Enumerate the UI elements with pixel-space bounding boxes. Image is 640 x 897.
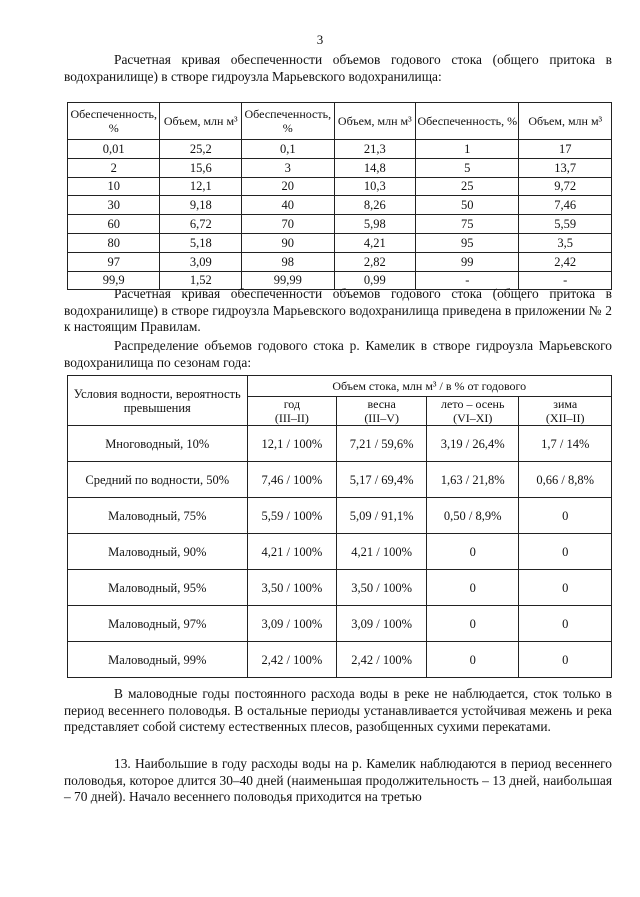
season-months: (III–V): [364, 411, 399, 425]
table-cell: 3,09 / 100%: [247, 606, 337, 642]
table-cell: 8,26: [334, 196, 416, 215]
table-cell: 3,50 / 100%: [337, 570, 427, 606]
distribution-paragraph: Распределение объемов годового стока р. Камелик в створе гидроузла Марьевского водохранилища по сезонам года:: [64, 338, 612, 370]
season-name: зима: [553, 397, 578, 411]
season-months: (III–II): [274, 411, 309, 425]
table-cell: 90: [242, 233, 334, 252]
column-header: Объем, млн м³: [519, 103, 612, 140]
table-cell: 0: [427, 570, 519, 606]
table-cell: 3,5: [519, 233, 612, 252]
table-cell: 7,46: [519, 196, 612, 215]
table-cell: 1,7 / 14%: [519, 426, 612, 462]
table-cell: 0: [519, 498, 612, 534]
table-row: [68, 177, 612, 196]
table-row: [68, 158, 612, 177]
table-cell: 0,1: [242, 140, 334, 159]
table-cell: -: [416, 271, 519, 290]
table-cell: 80: [68, 233, 160, 252]
table-header-row: [68, 376, 612, 397]
table-cell: 3,19 / 26,4%: [427, 426, 519, 462]
condition-cell: Маловодный, 90%: [68, 534, 248, 570]
table-row: [68, 534, 612, 570]
table-cell: 2: [68, 158, 160, 177]
section-13-paragraph: 13. Наибольшие в году расходы воды на р. Камелик наблюдаются в период весеннего половодья, которое длится 30–40 дней (наименьшая продолжительность – 13 дней, наибольшая – 70 дней). Начало весеннего половодья приходится на третью: [64, 756, 612, 804]
table-cell: 6,72: [160, 215, 242, 234]
column-header: Обеспеченность, %: [242, 103, 334, 140]
table-cell: 12,1 / 100%: [247, 426, 337, 462]
table-cell: 40: [242, 196, 334, 215]
table-cell: 5,98: [334, 215, 416, 234]
table-cell: -: [519, 271, 612, 290]
season-name: весна: [367, 397, 396, 411]
condition-cell: Маловодный, 99%: [68, 642, 248, 678]
table-cell: 2,42 / 100%: [337, 642, 427, 678]
table-cell: 13,7: [519, 158, 612, 177]
table-cell: 25: [416, 177, 519, 196]
table-cell: 99,99: [242, 271, 334, 290]
table-cell: 75: [416, 215, 519, 234]
table-cell: 10: [68, 177, 160, 196]
appendix-paragraph: Расчетная кривая обеспеченности объемов годового стока (общего притока в водохранилище) в створе гидроузла Марьевского водохранилища приведена в приложении № 2 к настоящим Правилам.: [64, 286, 612, 334]
table-cell: 21,3: [334, 140, 416, 159]
table-cell: 25,2: [160, 140, 242, 159]
condition-cell: Маловодный, 75%: [68, 498, 248, 534]
column-header: Объем, млн м³: [334, 103, 416, 140]
table-row: [68, 570, 612, 606]
table-cell: 0,50 / 8,9%: [427, 498, 519, 534]
table-row: [68, 196, 612, 215]
table-cell: 0: [519, 570, 612, 606]
table-cell: 4,21 / 100%: [247, 534, 337, 570]
season-name: год: [283, 397, 301, 411]
table-cell: 0: [427, 642, 519, 678]
table-cell: 95: [416, 233, 519, 252]
table-cell: 98: [242, 252, 334, 271]
table-cell: 0: [427, 534, 519, 570]
table-cell: 15,6: [160, 158, 242, 177]
table-cell: 5,17 / 69,4%: [337, 462, 427, 498]
season-name: лето – осень: [441, 397, 505, 411]
season-header-year: [247, 397, 337, 426]
table-cell: 7,46 / 100%: [247, 462, 337, 498]
table-cell: 4,21: [334, 233, 416, 252]
table-cell: 5,59: [519, 215, 612, 234]
condition-cell: Маловодный, 95%: [68, 570, 248, 606]
table-cell: 0,99: [334, 271, 416, 290]
column-header: Обеспеченность, %: [68, 103, 160, 140]
table-cell: 20: [242, 177, 334, 196]
column-header: Объем, млн м³: [160, 103, 242, 140]
table-row: [68, 140, 612, 159]
table-cell: 10,3: [334, 177, 416, 196]
seasonal-distribution-table: [67, 375, 612, 678]
table-row: [68, 215, 612, 234]
table-cell: 5,18: [160, 233, 242, 252]
table-cell: 2,42: [519, 252, 612, 271]
table-cell: 99,9: [68, 271, 160, 290]
table-cell: 9,18: [160, 196, 242, 215]
table-cell: 0: [519, 642, 612, 678]
table-cell: 1,63 / 21,8%: [427, 462, 519, 498]
table-row: [68, 426, 612, 462]
season-header-winter: [519, 397, 612, 426]
table-cell: 3,50 / 100%: [247, 570, 337, 606]
table-cell: 9,72: [519, 177, 612, 196]
volume-group-header: Объем стока, млн м³ / в % от годового: [247, 376, 611, 397]
table-cell: 2,42 / 100%: [247, 642, 337, 678]
table-cell: 14,8: [334, 158, 416, 177]
intro-paragraph: Расчетная кривая обеспеченности объемов годового стока (общего притока в водохранилище) в створе гидроузла Марьевского водохранилища:: [64, 52, 612, 84]
table-cell: 3,09: [160, 252, 242, 271]
table-cell: 0: [427, 606, 519, 642]
table-cell: 5: [416, 158, 519, 177]
condition-header: Условия водности, вероятность превышения: [68, 376, 248, 426]
table-cell: 3: [242, 158, 334, 177]
table-cell: 70: [242, 215, 334, 234]
table-cell: 60: [68, 215, 160, 234]
column-header: Обеспеченность, %: [416, 103, 519, 140]
table-cell: 17: [519, 140, 612, 159]
supply-curve-table: [67, 102, 612, 290]
table-cell: 4,21 / 100%: [337, 534, 427, 570]
page-number: 3: [316, 32, 324, 47]
season-months: (VI–XI): [453, 411, 493, 425]
table-cell: 1,52: [160, 271, 242, 290]
table-cell: 99: [416, 252, 519, 271]
table-row: [68, 252, 612, 271]
table-cell: 50: [416, 196, 519, 215]
condition-cell: Средний по водности, 50%: [68, 462, 248, 498]
table-cell: 97: [68, 252, 160, 271]
season-months: (XII–II): [545, 411, 585, 425]
table-header-row: [68, 103, 612, 140]
condition-cell: Маловодный, 97%: [68, 606, 248, 642]
table-row: [68, 233, 612, 252]
table-cell: 12,1: [160, 177, 242, 196]
table-row: [68, 498, 612, 534]
table-cell: 0,66 / 8,8%: [519, 462, 612, 498]
table-cell: 5,59 / 100%: [247, 498, 337, 534]
table-cell: 5,09 / 91,1%: [337, 498, 427, 534]
season-header-spring: [337, 397, 427, 426]
table-cell: 7,21 / 59,6%: [337, 426, 427, 462]
table-cell: 3,09 / 100%: [337, 606, 427, 642]
table-cell: 1: [416, 140, 519, 159]
condition-cell: Многоводный, 10%: [68, 426, 248, 462]
table-cell: 30: [68, 196, 160, 215]
low-water-paragraph: В маловодные годы постоянного расхода воды в реке не наблюдается, сток только в период весеннего половодья. В остальные периоды устанавливается устойчивая межень и река представляет собой систему естественных плесов, разобщенных сухими перекатами.: [64, 686, 612, 734]
table-cell: 0,01: [68, 140, 160, 159]
season-header-summer-autumn: [427, 397, 519, 426]
table-cell: 0: [519, 606, 612, 642]
table-cell: 2,82: [334, 252, 416, 271]
table-cell: 0: [519, 534, 612, 570]
table-row: [68, 462, 612, 498]
table-row: [68, 606, 612, 642]
table-row: [68, 642, 612, 678]
